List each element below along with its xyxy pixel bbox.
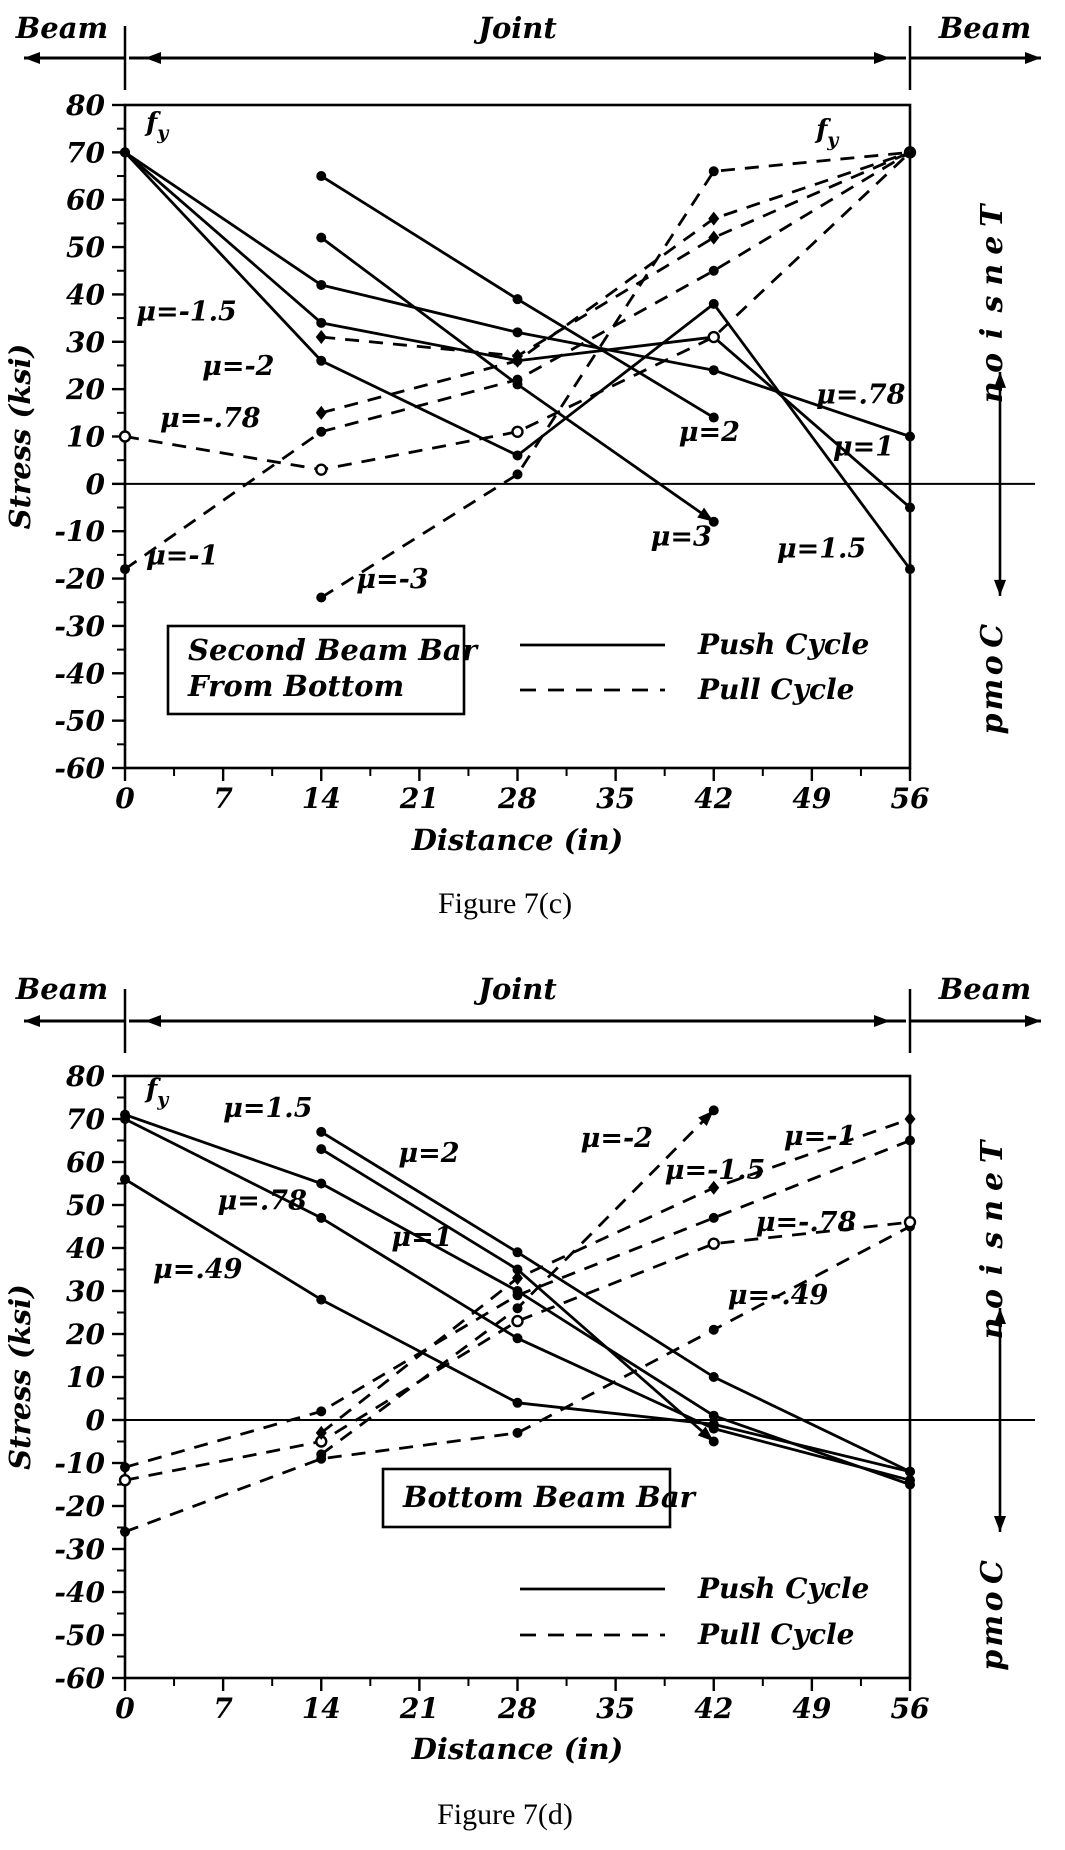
mu-annotation: μ=-2 <box>580 1122 653 1154</box>
marker-dot-icon <box>709 1424 719 1434</box>
y-tick-label: -40 <box>54 657 105 691</box>
y-tick-label: 40 <box>66 1232 105 1265</box>
marker-dot-icon <box>513 1247 523 1257</box>
marker-dot-icon <box>316 233 326 243</box>
marker-dot-icon <box>905 432 915 442</box>
marker-open-circle-icon <box>513 427 523 437</box>
y-tick-label: -30 <box>54 609 105 643</box>
marker-dot-icon <box>316 1127 326 1137</box>
beam-label-left: Beam <box>15 972 109 1006</box>
title-box <box>383 1469 698 1527</box>
marker-open-circle-icon <box>513 1316 523 1326</box>
beam-label-right: Beam <box>938 972 1032 1006</box>
mu-annotation: μ=-.78 <box>160 403 261 435</box>
marker-diamond-icon <box>316 330 327 344</box>
svg-text:p: p <box>975 713 1010 735</box>
x-tick-label: 21 <box>399 782 439 815</box>
mu-annotation: μ=-1.5 <box>136 296 237 328</box>
x-tick-label: 49 <box>792 782 832 815</box>
x-tick-label: 56 <box>890 1692 930 1725</box>
svg-text:o: o <box>975 1591 1010 1612</box>
fy-label: $f_y$ <box>816 115 839 152</box>
y-tick-label: 30 <box>66 325 105 359</box>
x-tick-label: 21 <box>399 1692 439 1725</box>
marker-dot-icon <box>513 327 523 337</box>
marker-dot-icon <box>316 1144 326 1154</box>
comp-label <box>975 624 1010 735</box>
legend-label: Pull Cycle <box>698 673 855 706</box>
marker-open-circle-icon <box>120 432 130 442</box>
x-axis-title: Distance (in) <box>411 823 624 857</box>
mu-annotation: μ=.49 <box>153 1254 243 1286</box>
svg-text:n: n <box>975 381 1010 404</box>
marker-dot-icon <box>120 564 130 574</box>
figure-7c <box>0 0 1065 921</box>
marker-dot-icon <box>316 1213 326 1223</box>
title-box-line: Bottom Beam Bar <box>403 1480 695 1514</box>
mu-annotation: μ=-2 <box>202 350 275 382</box>
marker-dot-icon <box>316 1406 326 1416</box>
x-tick-label: 14 <box>301 1692 341 1725</box>
y-tick-label: 0 <box>85 1404 105 1437</box>
marker-dot-icon <box>513 1303 523 1313</box>
marker-dot-icon <box>905 1480 915 1490</box>
marker-dot-icon <box>120 147 130 157</box>
legend-label: Push Cycle <box>698 628 870 661</box>
mu-annotation: μ=3 <box>650 521 712 553</box>
joint-label: Joint <box>478 11 557 45</box>
svg-text:m: m <box>975 678 1010 711</box>
figure-7d <box>0 921 1065 1832</box>
svg-text:n: n <box>975 1199 1010 1222</box>
marker-open-circle-icon <box>316 465 326 475</box>
x-tick-label: 0 <box>115 782 135 815</box>
y-tick-label: -60 <box>54 1662 105 1695</box>
marker-dot-icon <box>709 365 719 375</box>
figure-7c-caption: Figure 7(c) <box>437 887 573 920</box>
svg-text:m: m <box>975 1614 1010 1647</box>
series-line-pull <box>321 152 910 412</box>
y-axis-title: Stress (ksi) <box>3 343 37 530</box>
joint-label: Joint <box>478 972 557 1006</box>
marker-dot-icon <box>709 1325 719 1335</box>
arrowhead-icon <box>24 52 40 64</box>
marker-dot-icon <box>905 1136 915 1146</box>
marker-dot-icon <box>513 375 523 385</box>
marker-open-circle-icon <box>120 1475 130 1485</box>
figure-7d-caption: Figure 7(d) <box>437 1798 573 1831</box>
tension-comp-annotation <box>975 1138 1010 1671</box>
x-axis-title: Distance (in) <box>411 1732 624 1766</box>
mu-annotation: μ=-3 <box>356 564 429 596</box>
mu-annotation: μ=-1 <box>146 540 219 572</box>
marker-dot-icon <box>120 1527 130 1537</box>
axes <box>54 89 929 815</box>
title-box-line: From Bottom <box>188 669 405 703</box>
svg-text:i: i <box>975 327 1010 340</box>
x-tick-label: 14 <box>301 782 341 815</box>
marker-dot-icon <box>316 1295 326 1305</box>
marker-dot-icon <box>513 1290 523 1300</box>
y-tick-label: 70 <box>66 136 105 170</box>
fy-label: $f_y$ <box>146 1074 169 1111</box>
marker-dot-icon <box>905 564 915 574</box>
mu-annotation: μ=-1.5 <box>664 1155 766 1187</box>
svg-text:C: C <box>975 623 1010 648</box>
x-tick-label: 7 <box>213 782 233 815</box>
mu-annotation: μ=-1 <box>783 1120 857 1152</box>
y-tick-label: -40 <box>54 1576 105 1609</box>
marker-diamond-icon <box>708 212 719 226</box>
beam-label-right: Beam <box>938 11 1032 45</box>
mu-annotation: μ=-.78 <box>755 1206 857 1238</box>
tension-label <box>975 1138 1010 1339</box>
y-tick-label: 60 <box>66 1146 105 1179</box>
mu-annotation: μ=.78 <box>816 379 906 411</box>
marker-open-circle-icon <box>709 332 719 342</box>
marker-diamond-icon <box>905 1112 916 1126</box>
mu-annotation: μ=2 <box>398 1138 460 1169</box>
legend-label: Pull Cycle <box>698 1618 855 1651</box>
svg-text:o: o <box>975 655 1010 676</box>
marker-dot-icon <box>513 450 523 460</box>
comp-label <box>975 1560 1010 1671</box>
marker-dot-icon <box>905 147 915 157</box>
svg-text:p: p <box>975 1649 1010 1671</box>
marker-dot-icon <box>709 1372 719 1382</box>
x-tick-label: 42 <box>694 1692 734 1725</box>
marker-dot-icon <box>709 1411 719 1421</box>
title-box <box>168 626 480 714</box>
marker-dot-icon <box>120 1462 130 1472</box>
x-tick-label: 42 <box>694 782 734 815</box>
mu-annotation: μ=1 <box>832 431 895 463</box>
figure-7c-chart <box>0 0 1065 875</box>
y-tick-label: -10 <box>54 1447 105 1480</box>
arrowhead-icon <box>24 1015 40 1027</box>
marker-dot-icon <box>120 1174 130 1184</box>
x-tick-label: 7 <box>213 1692 233 1725</box>
y-tick-label: 10 <box>66 420 105 454</box>
marker-dot-icon <box>513 1333 523 1343</box>
arrowhead-icon <box>994 580 1006 596</box>
legend <box>520 1572 869 1651</box>
x-tick-label: 35 <box>596 1692 636 1725</box>
y-tick-label: 40 <box>66 278 105 312</box>
y-tick-label: 50 <box>66 231 105 265</box>
series-line-pull <box>125 1222 910 1480</box>
svg-text:s: s <box>975 295 1010 313</box>
beam-joint-header <box>15 972 1041 1053</box>
x-tick-label: 35 <box>596 782 636 815</box>
y-tick-label: 20 <box>66 373 105 407</box>
svg-text:o: o <box>975 1288 1010 1310</box>
svg-text:o: o <box>975 352 1010 373</box>
arrowhead-icon <box>874 1015 890 1027</box>
y-tick-label: 0 <box>85 467 105 501</box>
y-tick-label: -10 <box>54 515 105 549</box>
marker-diamond-icon <box>316 406 327 420</box>
arrowhead-icon <box>874 52 890 64</box>
mu-annotation: μ=1.5 <box>223 1092 313 1124</box>
x-tick-label: 28 <box>498 1692 537 1725</box>
svg-text:e: e <box>975 235 1010 255</box>
marker-dot-icon <box>709 166 719 176</box>
series-pull-7 <box>316 145 916 363</box>
y-tick-label: 50 <box>66 1189 105 1222</box>
y-tick-label: 80 <box>66 1060 105 1093</box>
marker-dot-icon <box>513 294 523 304</box>
figure-7d-chart <box>0 921 1065 1786</box>
svg-text:s: s <box>975 1231 1010 1249</box>
marker-diamond-icon <box>708 231 719 245</box>
x-tick-label: 28 <box>498 782 537 815</box>
y-tick-label: -60 <box>54 752 105 785</box>
svg-text:i: i <box>975 1263 1010 1276</box>
y-tick-label: 70 <box>66 1103 105 1136</box>
marker-dot-icon <box>513 1398 523 1408</box>
y-tick-label: -50 <box>54 704 105 738</box>
marker-dot-icon <box>316 1179 326 1189</box>
mu-annotation: μ=1 <box>391 1221 453 1253</box>
marker-dot-icon <box>905 1467 915 1477</box>
marker-open-circle-icon <box>905 1217 915 1227</box>
legend-label: Push Cycle <box>698 1572 870 1605</box>
tension-comp-annotation <box>975 202 1010 735</box>
x-tick-label: 49 <box>792 1692 832 1725</box>
marker-open-circle-icon <box>709 1239 719 1249</box>
y-tick-label: 60 <box>66 183 105 217</box>
marker-dot-icon <box>905 503 915 513</box>
y-tick-label: -50 <box>54 1619 105 1652</box>
arrowhead-icon <box>145 52 161 64</box>
arrowhead-icon <box>145 1015 161 1027</box>
marker-dot-icon <box>316 171 326 181</box>
series-line-pull <box>321 152 910 597</box>
arrowhead-icon <box>994 1516 1006 1532</box>
y-tick-label: -20 <box>54 1490 105 1523</box>
marker-dot-icon <box>709 266 719 276</box>
y-axis-title: Stress (ksi) <box>3 1284 37 1470</box>
mu-annotation: μ=2 <box>678 417 740 449</box>
tension-label <box>975 202 1010 403</box>
y-tick-label: -20 <box>54 562 105 596</box>
marker-dot-icon <box>316 280 326 290</box>
y-tick-label: 30 <box>66 1275 105 1308</box>
marker-dot-icon <box>513 1428 523 1438</box>
marker-dot-icon <box>709 299 719 309</box>
marker-dot-icon <box>120 1110 130 1120</box>
beam-joint-header <box>15 11 1041 90</box>
beam-label-left: Beam <box>15 11 109 45</box>
marker-dot-icon <box>316 1449 326 1459</box>
marker-dot-icon <box>709 1213 719 1223</box>
fy-label: $f_y$ <box>146 108 169 145</box>
svg-text:C: C <box>975 1560 1010 1584</box>
marker-dot-icon <box>513 469 523 479</box>
y-tick-label: 80 <box>66 89 105 122</box>
svg-text:T: T <box>975 204 1010 228</box>
arrowhead-icon <box>1025 52 1041 64</box>
y-tick-label: 20 <box>66 1318 105 1351</box>
y-tick-label: -30 <box>54 1533 105 1566</box>
svg-text:n: n <box>975 1317 1010 1340</box>
arrowhead-icon <box>1025 1015 1041 1027</box>
x-tick-label: 56 <box>890 782 930 815</box>
marker-dot-icon <box>316 593 326 603</box>
marker-dot-icon <box>316 318 326 328</box>
svg-text:T: T <box>975 1140 1010 1164</box>
mu-annotation: μ=.78 <box>217 1185 307 1217</box>
x-tick-label: 0 <box>115 1692 135 1725</box>
legend <box>520 628 869 706</box>
svg-text:n: n <box>975 263 1010 286</box>
mu-annotation: μ=-.49 <box>727 1279 829 1311</box>
title-box-line: Second Beam Bar <box>188 633 477 667</box>
mu-annotation: μ=1.5 <box>776 533 867 565</box>
svg-text:e: e <box>975 1171 1010 1191</box>
y-tick-label: 10 <box>66 1361 105 1394</box>
marker-dot-icon <box>316 427 326 437</box>
marker-dot-icon <box>316 356 326 366</box>
